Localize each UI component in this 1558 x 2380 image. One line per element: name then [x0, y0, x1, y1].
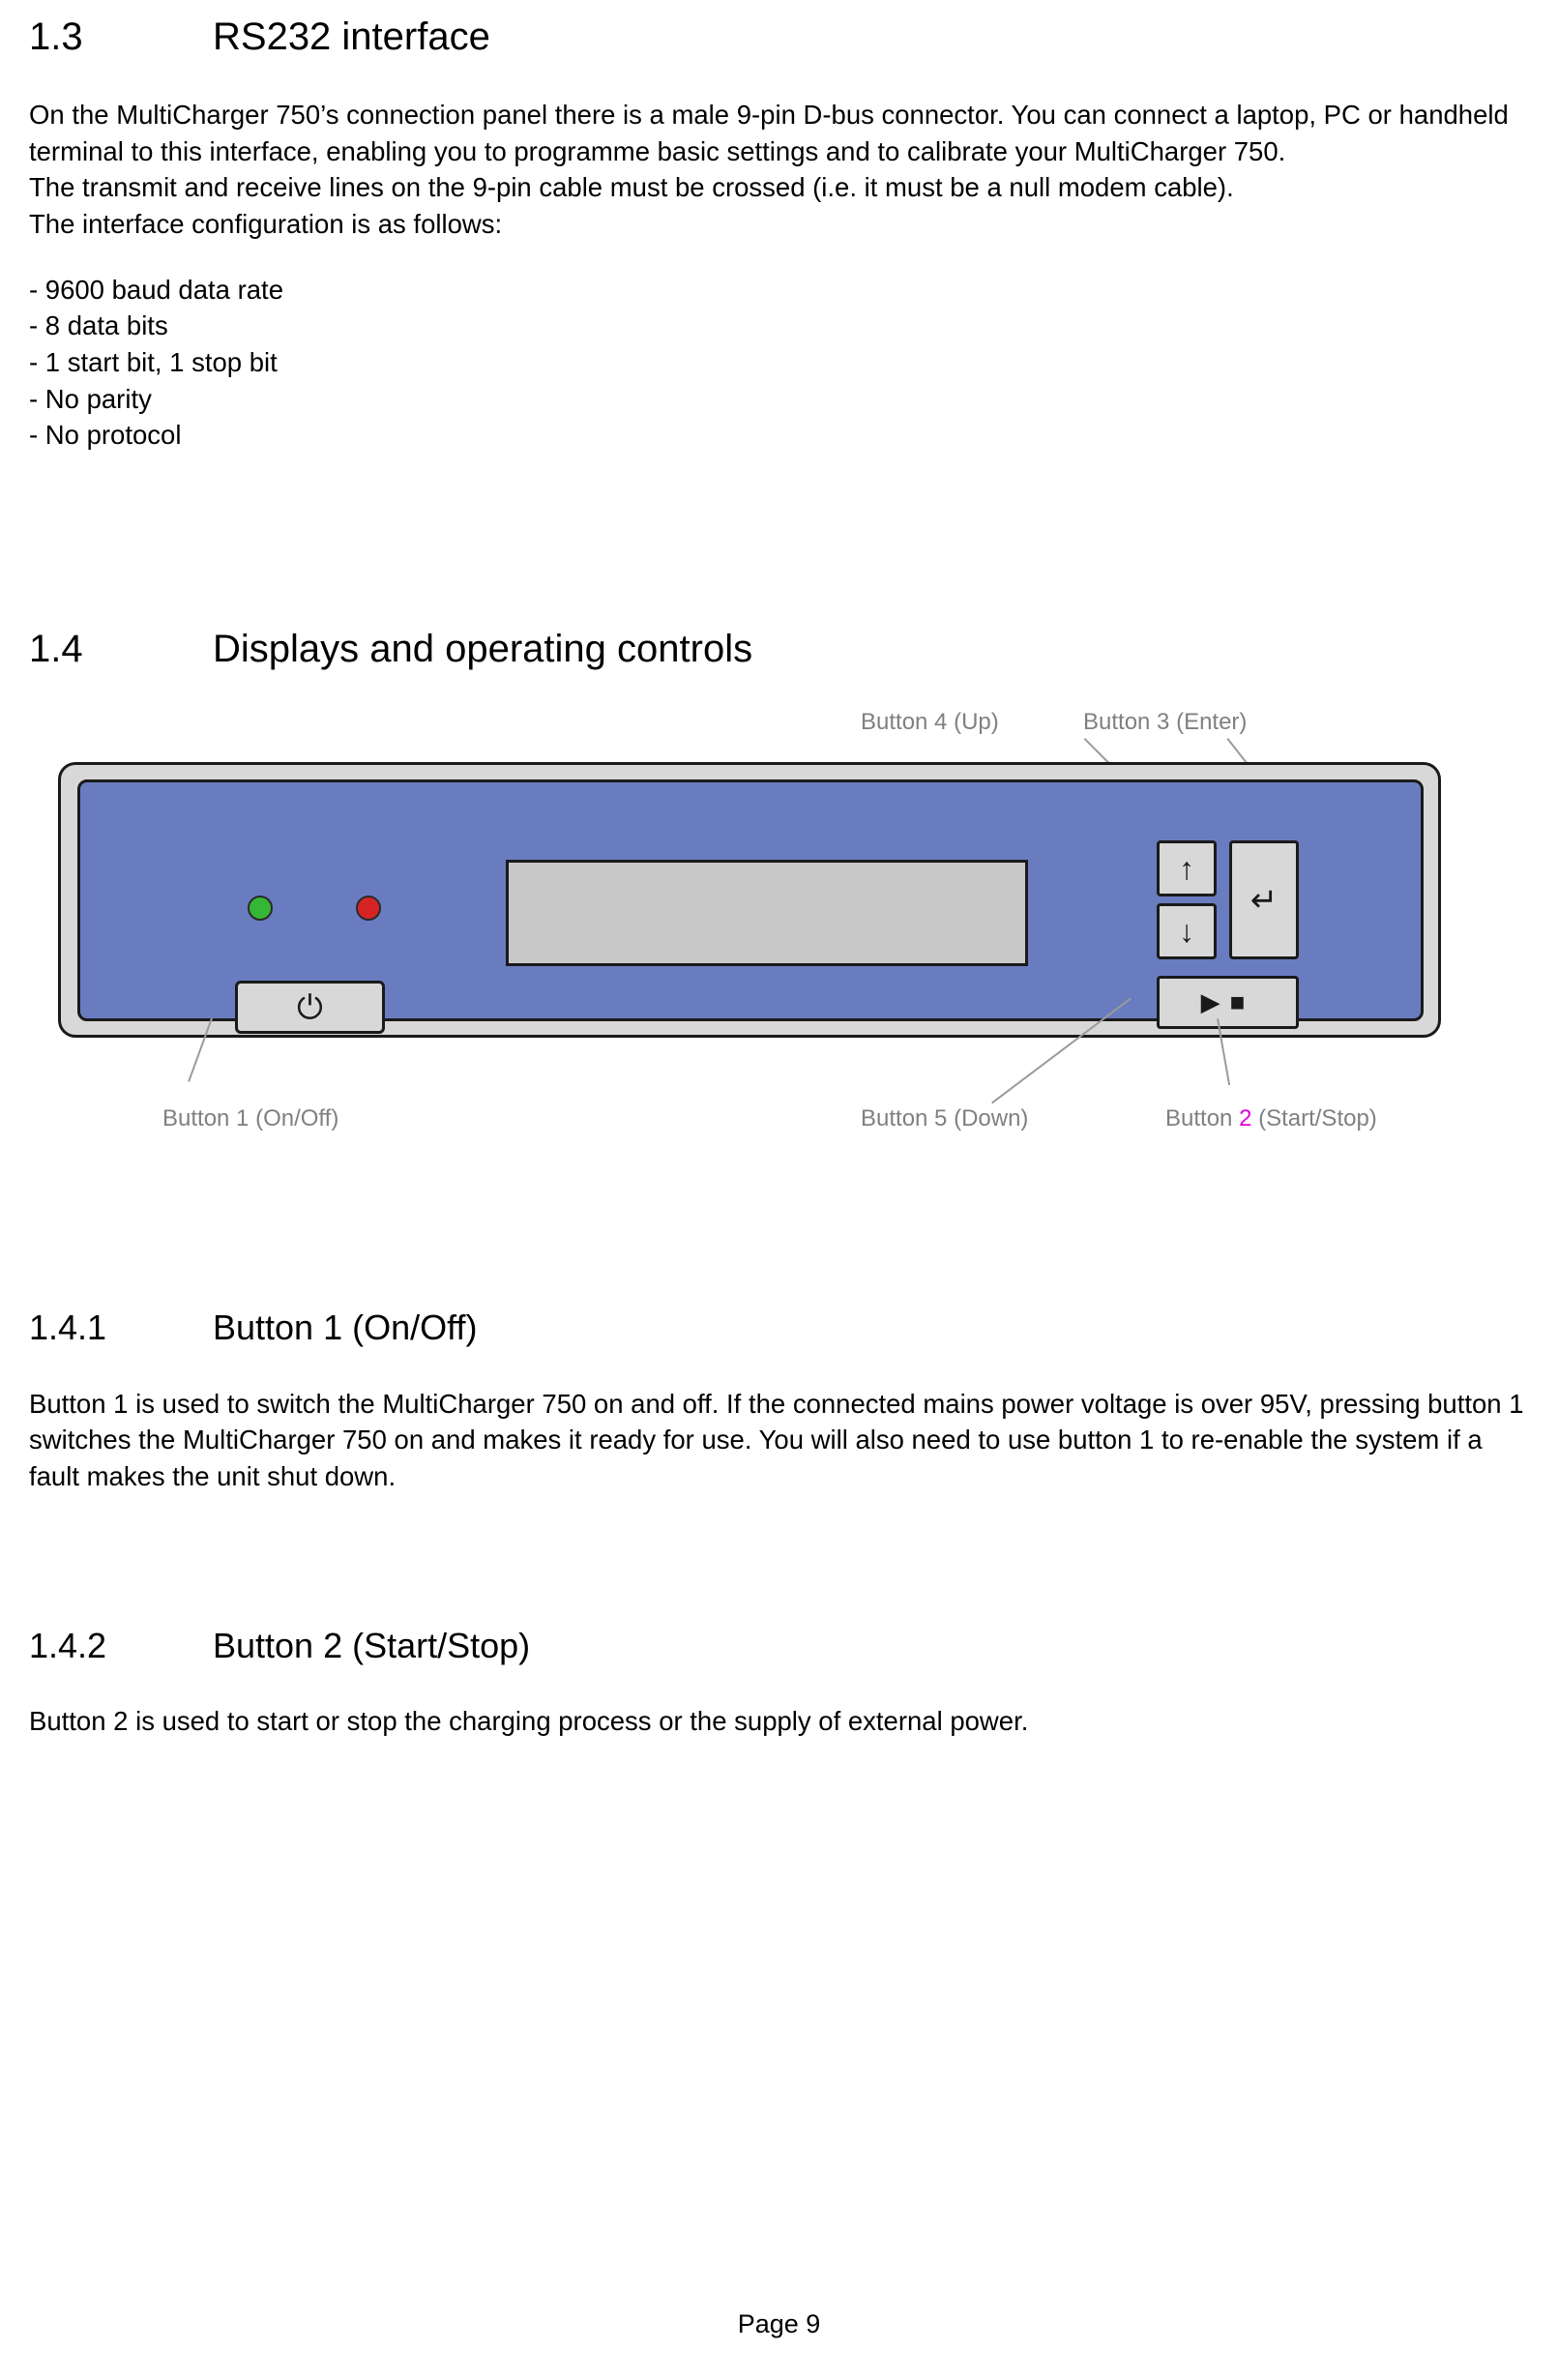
stop-icon: ■ [1229, 987, 1255, 1017]
heading-rs232-title: RS232 interface [213, 15, 490, 58]
rs232-paragraph-1: On the MultiCharger 750’s connection panel there is a male 9-pin D-bus connector. You can connect a laptop, PC or handheld terminal to this interface, enabling you to programme basic settings and to calibrate your MultiCharger 750. [29, 100, 1509, 166]
list-item: - No parity [29, 383, 152, 414]
page-content [29, 0, 1529, 1740]
control-panel-diagram [29, 709, 1529, 1192]
heading-button-1-title: Button 1 (On/Off) [213, 1308, 478, 1348]
heading-displays-title: Displays and operating controls [213, 628, 753, 671]
heading-button-2-number: 1.4.2 [29, 1625, 107, 1665]
play-icon: ▶ [1200, 987, 1230, 1017]
power-icon: ⏻ [297, 988, 323, 1026]
callout-button-2-start-stop [1165, 1105, 1377, 1132]
callout-b2-number: 2 [1239, 1105, 1252, 1132]
enter-icon: ↵ [1249, 881, 1279, 919]
status-led-green [248, 896, 273, 921]
device-front-panel [58, 762, 1441, 1038]
callout-button-3-enter: Button 3 (Enter) [1083, 709, 1248, 736]
list-item: - 8 data bits [29, 310, 168, 341]
button-5-down[interactable] [1157, 903, 1217, 959]
callout-button-4-up: Button 4 (Up) [861, 709, 999, 736]
heading-rs232-number: 1.3 [29, 15, 83, 58]
rs232-paragraph-3: The interface configuration is as follows: [29, 209, 503, 240]
heading-button-1 [29, 1308, 1529, 1347]
rs232-paragraph-2: The transmit and receive lines on the 9-pin cable must be crossed (i.e. it must be a null modem cable). [29, 172, 1234, 203]
list-item: - No protocol [29, 420, 182, 451]
panel-face [77, 779, 1424, 1026]
button-1-paragraph: Button 1 is used to switch the MultiCharger 750 on and off. If the connected mains power voltage is over 95V, pressing button 1 switches the MultiCharger 750 on and makes it ready for use. You will also need to use button 1 to re-enable the system if a fault makes the unit shut down. [29, 1388, 1524, 1491]
heading-displays-number: 1.4 [29, 628, 83, 671]
callout-b2-suffix: (Start/Stop) [1251, 1105, 1377, 1132]
heading-displays-controls [29, 628, 1529, 670]
heading-rs232-interface [29, 15, 1529, 58]
page-footer: Page 9 [737, 2309, 821, 2338]
lcd-display [506, 860, 1028, 966]
heading-button-2 [29, 1627, 1529, 1665]
button-4-up[interactable] [1157, 840, 1217, 896]
rs232-config-list [29, 272, 1529, 454]
list-item: - 1 start bit, 1 stop bit [29, 347, 278, 378]
heading-button-2-title: Button 2 (Start/Stop) [213, 1625, 531, 1665]
button-3-enter[interactable] [1229, 840, 1299, 959]
heading-button-1-number: 1.4.1 [29, 1308, 107, 1348]
callout-button-5-down: Button 5 (Down) [861, 1105, 1029, 1132]
callout-button-1-on-off: Button 1 (On/Off) [162, 1105, 339, 1132]
arrow-down-icon: ↓ [1179, 913, 1194, 949]
button-2-start-stop[interactable] [1157, 976, 1299, 1029]
arrow-up-icon: ↑ [1179, 850, 1194, 886]
list-item: - 9600 baud data rate [29, 274, 283, 305]
button-2-paragraph: Button 2 is used to start or stop the charging process or the supply of external power. [29, 1706, 1029, 1737]
button-1-on-off[interactable] [235, 981, 385, 1034]
status-led-red [356, 896, 381, 921]
callout-b2-prefix: Button [1165, 1105, 1240, 1132]
